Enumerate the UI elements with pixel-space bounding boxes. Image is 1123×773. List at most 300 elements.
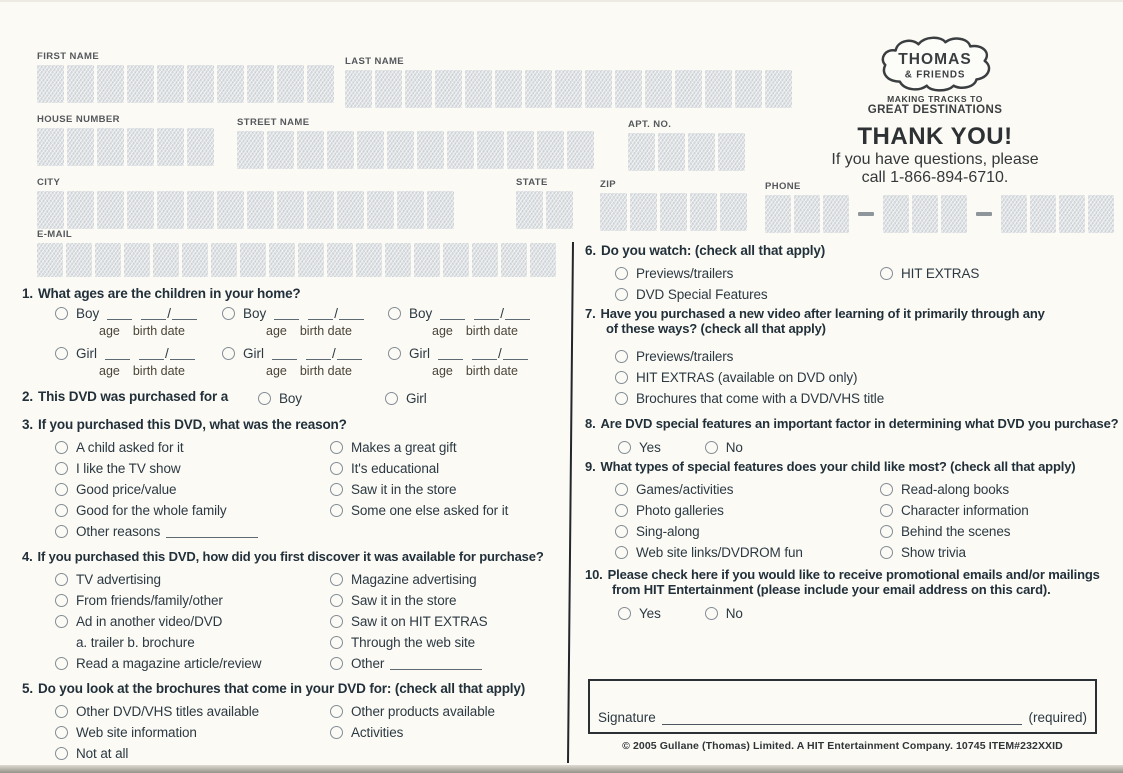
birth-month-blank[interactable] — [474, 308, 499, 320]
birth-year-blank[interactable] — [172, 308, 197, 320]
character-box[interactable] — [1059, 195, 1085, 233]
radio-option[interactable] — [55, 458, 258, 479]
birth-month-blank[interactable] — [141, 308, 166, 320]
option-label: Other — [351, 656, 385, 671]
radio-circle-icon[interactable] — [615, 546, 628, 559]
option-label: Saw it in the store — [351, 593, 457, 608]
radio-option[interactable] — [615, 479, 803, 500]
radio-circle-icon[interactable] — [615, 392, 628, 405]
question-7-number: 7. — [585, 306, 596, 321]
option-label: No — [725, 606, 743, 621]
birth-year-blank[interactable] — [339, 308, 364, 320]
write-in-blank[interactable] — [390, 657, 482, 670]
option-label: Other products available — [351, 704, 495, 719]
character-box[interactable] — [443, 243, 469, 277]
character-box[interactable] — [37, 65, 64, 103]
radio-option[interactable] — [55, 653, 261, 674]
option-label: Other reasons — [76, 524, 161, 539]
character-box[interactable] — [537, 131, 564, 169]
question-4 — [22, 549, 572, 671]
option-label: Some one else asked for it — [351, 503, 509, 518]
question-8-options — [618, 437, 1105, 458]
radio-circle-icon[interactable] — [880, 483, 893, 496]
option-label: Show trivia — [901, 545, 966, 560]
radio-option[interactable] — [55, 590, 261, 611]
question-7-options — [615, 346, 884, 409]
character-box[interactable] — [567, 131, 594, 169]
character-box[interactable] — [765, 70, 792, 108]
state-label: STATE — [516, 177, 548, 188]
character-box[interactable] — [941, 195, 967, 233]
character-box[interactable] — [615, 70, 642, 108]
character-box[interactable] — [187, 128, 214, 166]
option-label: I like the TV show — [76, 461, 181, 476]
logo-name-line1: THOMAS — [898, 50, 972, 68]
radio-option[interactable] — [55, 521, 258, 542]
character-box[interactable] — [153, 243, 179, 277]
character-box[interactable] — [516, 191, 543, 229]
character-box[interactable] — [247, 191, 274, 229]
radio-circle-icon[interactable] — [330, 705, 343, 718]
radio-option[interactable] — [330, 569, 488, 590]
radio-circle-icon[interactable] — [55, 615, 68, 628]
radio-option[interactable] — [618, 437, 661, 458]
character-box[interactable] — [37, 191, 64, 229]
character-box[interactable] — [217, 191, 244, 229]
radio-circle-icon[interactable] — [330, 615, 343, 628]
character-box[interactable] — [1001, 195, 1027, 233]
character-box[interactable] — [447, 131, 474, 169]
question-10-options — [618, 603, 1115, 624]
radio-option[interactable] — [615, 284, 768, 305]
option-label: TV advertising — [76, 572, 161, 587]
question-1-text: 1. What ages are the children in your home? — [22, 286, 301, 301]
radio-option[interactable] — [330, 611, 488, 632]
character-box[interactable] — [525, 70, 552, 108]
character-box[interactable] — [507, 131, 534, 169]
radio-option[interactable] — [330, 653, 488, 674]
radio-circle-icon[interactable] — [258, 392, 271, 405]
character-box[interactable] — [720, 193, 747, 231]
radio-option[interactable] — [55, 722, 259, 743]
question-9-text: 9. What types of special features does your child like most? (check all that apply) — [585, 459, 1076, 474]
thank-you-message-line2: call 1-866-894-6710. — [861, 169, 1009, 186]
signature-line[interactable] — [662, 711, 1023, 725]
radio-option[interactable] — [330, 500, 508, 521]
radio-circle-icon[interactable] — [615, 288, 628, 301]
radio-circle-icon[interactable] — [55, 441, 68, 454]
character-box[interactable] — [277, 65, 304, 103]
option-label: Sing-along — [636, 524, 700, 539]
character-box[interactable] — [297, 131, 324, 169]
character-box[interactable] — [735, 70, 762, 108]
character-box[interactable] — [405, 70, 432, 108]
character-box[interactable] — [269, 243, 295, 277]
character-box[interactable] — [97, 191, 124, 229]
option-label: Through the web site — [351, 635, 476, 650]
radio-circle-icon[interactable] — [705, 441, 718, 454]
character-box[interactable] — [67, 65, 94, 103]
character-box[interactable] — [237, 131, 264, 169]
child-entry-girl-1: Girl / age birth date — [55, 346, 195, 378]
radio-option[interactable] — [615, 500, 803, 521]
radio-option[interactable] — [615, 263, 768, 284]
character-box[interactable] — [375, 70, 402, 108]
radio-circle-icon[interactable] — [55, 462, 68, 475]
question-3-options-col2 — [330, 437, 508, 521]
birth-month-blank[interactable] — [472, 348, 497, 360]
age-blank[interactable] — [438, 348, 463, 360]
character-box[interactable] — [187, 191, 214, 229]
character-box[interactable] — [267, 131, 294, 169]
character-box[interactable] — [356, 243, 382, 277]
radio-circle-icon[interactable] — [388, 347, 401, 360]
radio-option[interactable] — [615, 388, 884, 409]
state-input[interactable] — [516, 191, 573, 229]
age-blank[interactable] — [440, 308, 465, 320]
radio-circle-icon[interactable] — [330, 483, 343, 496]
character-box[interactable] — [127, 191, 154, 229]
radio-circle-icon[interactable] — [55, 747, 68, 760]
radio-option[interactable] — [705, 437, 743, 458]
character-box[interactable] — [157, 65, 184, 103]
birth-year-blank[interactable] — [503, 348, 528, 360]
radio-option[interactable] — [330, 479, 508, 500]
option-label: Character information — [901, 503, 1029, 518]
thank-you-message-line1: If you have questions, please — [831, 151, 1039, 168]
logo-name-line2: & FRIENDS — [904, 69, 966, 81]
radio-circle-icon[interactable] — [880, 504, 893, 517]
radio-option[interactable] — [330, 437, 508, 458]
phone-input[interactable] — [765, 195, 1114, 233]
character-box[interactable] — [124, 243, 150, 277]
phone-dash-icon — [976, 212, 992, 216]
radio-circle-icon[interactable] — [330, 726, 343, 739]
character-box[interactable] — [718, 133, 745, 171]
option-label: No — [725, 440, 743, 455]
option-label: Other DVD/VHS titles available — [76, 704, 260, 719]
radio-option[interactable] — [330, 590, 488, 611]
question-9-number: 9. — [585, 459, 596, 474]
radio-option[interactable] — [385, 388, 427, 409]
zip-input[interactable] — [600, 193, 747, 231]
option-label: Ad in another video/DVD — [76, 614, 223, 629]
character-box[interactable] — [307, 191, 334, 229]
character-box[interactable] — [765, 195, 791, 233]
radio-option[interactable] — [55, 701, 259, 722]
radio-option[interactable] — [330, 632, 488, 653]
character-box[interactable] — [645, 70, 672, 108]
character-box[interactable] — [630, 193, 657, 231]
character-box[interactable] — [823, 195, 849, 233]
radio-circle-icon[interactable] — [55, 594, 68, 607]
radio-option[interactable] — [880, 500, 1029, 521]
field-email — [37, 229, 556, 277]
field-phone — [765, 181, 1114, 233]
character-box[interactable] — [37, 243, 63, 277]
character-box[interactable] — [1030, 195, 1056, 233]
character-box[interactable] — [555, 70, 582, 108]
character-box[interactable] — [385, 243, 411, 277]
character-box[interactable] — [495, 70, 522, 108]
radio-circle-icon[interactable] — [55, 504, 68, 517]
apt-no-input[interactable] — [628, 133, 745, 171]
question-2-option-girl — [385, 388, 427, 409]
radio-circle-icon[interactable] — [55, 347, 68, 360]
zip-label: ZIP — [600, 179, 616, 190]
field-zip — [600, 179, 747, 231]
radio-circle-icon[interactable] — [705, 607, 718, 620]
field-house-number — [37, 114, 214, 166]
question-2-option-boy — [258, 388, 302, 409]
character-box[interactable] — [127, 65, 154, 103]
option-label: Saw it in the store — [351, 482, 457, 497]
option-label: Read a magazine article/review — [76, 656, 262, 671]
radio-circle-icon[interactable] — [330, 573, 343, 586]
character-box[interactable] — [367, 191, 394, 229]
logo-tagline-line1: MAKING TRACKS TO — [887, 94, 983, 104]
radio-circle-icon[interactable] — [55, 525, 68, 538]
character-box[interactable] — [127, 128, 154, 166]
option-label: Web site links/DVDROM fun — [636, 545, 803, 560]
radio-circle-icon[interactable] — [615, 504, 628, 517]
child-entry-girl-2: Girl / age birth date — [222, 346, 362, 378]
option-label: Good price/value — [76, 482, 177, 497]
signature-label: Signature — [598, 710, 656, 725]
radio-circle-icon[interactable] — [385, 392, 398, 405]
radio-circle-icon[interactable] — [330, 441, 343, 454]
question-3-text: 3. If you purchased this DVD, what was the reason? — [22, 417, 347, 432]
option-label: Boy — [279, 391, 302, 406]
character-box[interactable] — [37, 128, 64, 166]
phone-label: PHONE — [765, 181, 801, 192]
birth-month-blank[interactable] — [306, 348, 331, 360]
character-box[interactable] — [240, 243, 266, 277]
character-box[interactable] — [628, 133, 655, 171]
birth-year-blank[interactable] — [505, 308, 530, 320]
character-box[interactable] — [211, 243, 237, 277]
character-box[interactable] — [66, 243, 92, 277]
city-input[interactable] — [37, 191, 454, 229]
radio-option[interactable] — [55, 743, 259, 764]
character-box[interactable] — [217, 65, 244, 103]
option-label: HIT EXTRAS (available on DVD only) — [636, 370, 858, 385]
radio-option[interactable] — [880, 542, 1029, 563]
question-5 — [22, 681, 572, 761]
character-box[interactable] — [472, 243, 498, 277]
character-box[interactable] — [307, 65, 334, 103]
question-8 — [585, 416, 1119, 458]
radio-circle-icon[interactable] — [615, 525, 628, 538]
radio-option[interactable] — [55, 500, 258, 521]
character-box[interactable] — [1088, 195, 1114, 233]
radio-circle-icon[interactable] — [615, 350, 628, 363]
radio-circle-icon[interactable] — [55, 705, 68, 718]
character-box[interactable] — [705, 70, 732, 108]
radio-circle-icon[interactable] — [330, 657, 343, 670]
question-4-options-col2 — [330, 569, 488, 674]
option-label: Web site information — [76, 725, 197, 740]
write-in-blank[interactable] — [166, 525, 258, 538]
scan-edge-bottom — [0, 765, 1123, 773]
character-box[interactable] — [690, 193, 717, 231]
birth-year-blank[interactable] — [170, 348, 195, 360]
radio-circle-icon[interactable] — [222, 347, 235, 360]
radio-option[interactable] — [618, 603, 661, 624]
character-box[interactable] — [477, 131, 504, 169]
character-box[interactable] — [427, 191, 454, 229]
age-blank[interactable] — [105, 348, 130, 360]
radio-circle-icon[interactable] — [880, 525, 893, 538]
question-4-number: 4. — [22, 549, 33, 564]
phone-dash-icon — [858, 212, 874, 216]
character-box[interactable] — [95, 243, 121, 277]
character-box[interactable] — [97, 128, 124, 166]
character-box[interactable] — [182, 243, 208, 277]
character-box[interactable] — [675, 70, 702, 108]
radio-circle-icon[interactable] — [618, 607, 631, 620]
character-box[interactable] — [298, 243, 324, 277]
radio-option[interactable] — [615, 521, 803, 542]
radio-option[interactable] — [55, 479, 258, 500]
character-box[interactable] — [157, 191, 184, 229]
radio-option[interactable] — [880, 521, 1029, 542]
field-state — [516, 177, 573, 229]
birth-year-blank[interactable] — [337, 348, 362, 360]
character-box[interactable] — [387, 131, 414, 169]
radio-option[interactable] — [330, 722, 495, 743]
character-box[interactable] — [67, 191, 94, 229]
question-10-text-line1: 10. Please check here if you would like to receive promotional emails and/or mailings — [585, 567, 1100, 582]
character-box[interactable] — [883, 195, 909, 233]
character-box[interactable] — [435, 70, 462, 108]
option-label: Previews/trailers — [636, 266, 734, 281]
character-box[interactable] — [660, 193, 687, 231]
character-box[interactable] — [658, 133, 685, 171]
character-box[interactable] — [277, 191, 304, 229]
radio-circle-icon[interactable] — [388, 307, 401, 320]
character-box[interactable] — [585, 70, 612, 108]
phone-area-code-input[interactable] — [765, 195, 849, 233]
option-label: Saw it on HIT EXTRAS — [351, 614, 488, 629]
radio-option[interactable] — [880, 263, 979, 284]
option-label: Girl — [406, 391, 427, 406]
radio-circle-icon[interactable] — [330, 594, 343, 607]
last-name-input[interactable] — [345, 70, 792, 108]
character-box[interactable] — [97, 65, 124, 103]
option-label: Brochures that come with a DVD/VHS title — [636, 391, 885, 406]
character-box[interactable] — [327, 243, 353, 277]
radio-option[interactable] — [55, 569, 261, 590]
question-5-options-col1 — [55, 701, 259, 764]
radio-option[interactable] — [615, 346, 884, 367]
question-10-number: 10. — [585, 567, 603, 582]
character-box[interactable] — [501, 243, 527, 277]
radio-circle-icon[interactable] — [615, 267, 628, 280]
radio-circle-icon[interactable] — [55, 307, 68, 320]
radio-option[interactable] — [880, 479, 1029, 500]
radio-option[interactable] — [330, 458, 508, 479]
character-box[interactable] — [345, 70, 372, 108]
question-3 — [22, 417, 572, 539]
question-4-options-col1 — [55, 569, 261, 674]
character-box[interactable] — [600, 193, 627, 231]
radio-circle-icon[interactable] — [618, 441, 631, 454]
character-box[interactable] — [157, 128, 184, 166]
character-box[interactable] — [546, 191, 573, 229]
radio-circle-icon[interactable] — [880, 267, 893, 280]
radio-circle-icon[interactable] — [55, 726, 68, 739]
question-9 — [585, 459, 1105, 560]
first-name-input[interactable] — [37, 65, 334, 103]
radio-option[interactable] — [615, 367, 884, 388]
radio-option[interactable] — [55, 611, 261, 632]
radio-option[interactable] — [615, 542, 803, 563]
radio-circle-icon[interactable] — [55, 657, 68, 670]
character-box[interactable] — [247, 65, 274, 103]
character-box[interactable] — [688, 133, 715, 171]
character-box[interactable] — [357, 131, 384, 169]
character-box[interactable] — [465, 70, 492, 108]
phone-prefix-input[interactable] — [883, 195, 967, 233]
radio-option[interactable] — [55, 437, 258, 458]
character-box[interactable] — [417, 131, 444, 169]
logo-tagline-line2: GREAT DESTINATIONS — [867, 104, 1003, 116]
radio-option[interactable] — [258, 388, 302, 409]
character-box[interactable] — [414, 243, 440, 277]
age-blank[interactable] — [107, 308, 132, 320]
first-name-label: FIRST NAME — [37, 51, 100, 62]
radio-circle-icon[interactable] — [55, 573, 68, 586]
character-box[interactable] — [912, 195, 938, 233]
phone-line-input[interactable] — [1001, 195, 1114, 233]
birth-month-blank[interactable] — [139, 348, 164, 360]
character-box[interactable] — [794, 195, 820, 233]
radio-circle-icon[interactable] — [55, 483, 68, 496]
age-blank[interactable] — [272, 348, 297, 360]
radio-circle-icon[interactable] — [330, 636, 343, 649]
field-first-name — [37, 51, 334, 103]
character-box[interactable] — [337, 191, 364, 229]
radio-circle-icon[interactable] — [330, 462, 343, 475]
question-10-text-line2: from HIT Entertainment (please include your email address on this card). — [612, 582, 1051, 597]
character-box[interactable] — [187, 65, 214, 103]
email-input[interactable] — [37, 243, 556, 277]
option-label: Photo galleries — [636, 503, 724, 518]
radio-option[interactable] — [330, 701, 495, 722]
age-blank[interactable] — [274, 308, 299, 320]
option-label: Read-along books — [901, 482, 1009, 497]
radio-circle-icon[interactable] — [615, 371, 628, 384]
character-box[interactable] — [67, 128, 94, 166]
street-name-input[interactable] — [237, 131, 594, 169]
radio-circle-icon[interactable] — [615, 483, 628, 496]
radio-circle-icon[interactable] — [222, 307, 235, 320]
birth-month-blank[interactable] — [308, 308, 333, 320]
option-label: Previews/trailers — [636, 349, 734, 364]
character-box[interactable] — [397, 191, 424, 229]
question-2 — [22, 388, 572, 406]
radio-circle-icon[interactable] — [330, 504, 343, 517]
radio-circle-icon[interactable] — [880, 546, 893, 559]
option-label: Good for the whole family — [76, 503, 227, 518]
character-box[interactable] — [327, 131, 354, 169]
character-box[interactable] — [530, 243, 556, 277]
house-number-input[interactable] — [37, 128, 214, 166]
email-label: E-MAIL — [37, 229, 73, 240]
signature-required-note: (required) — [1028, 710, 1087, 725]
radio-option[interactable] — [705, 603, 743, 624]
